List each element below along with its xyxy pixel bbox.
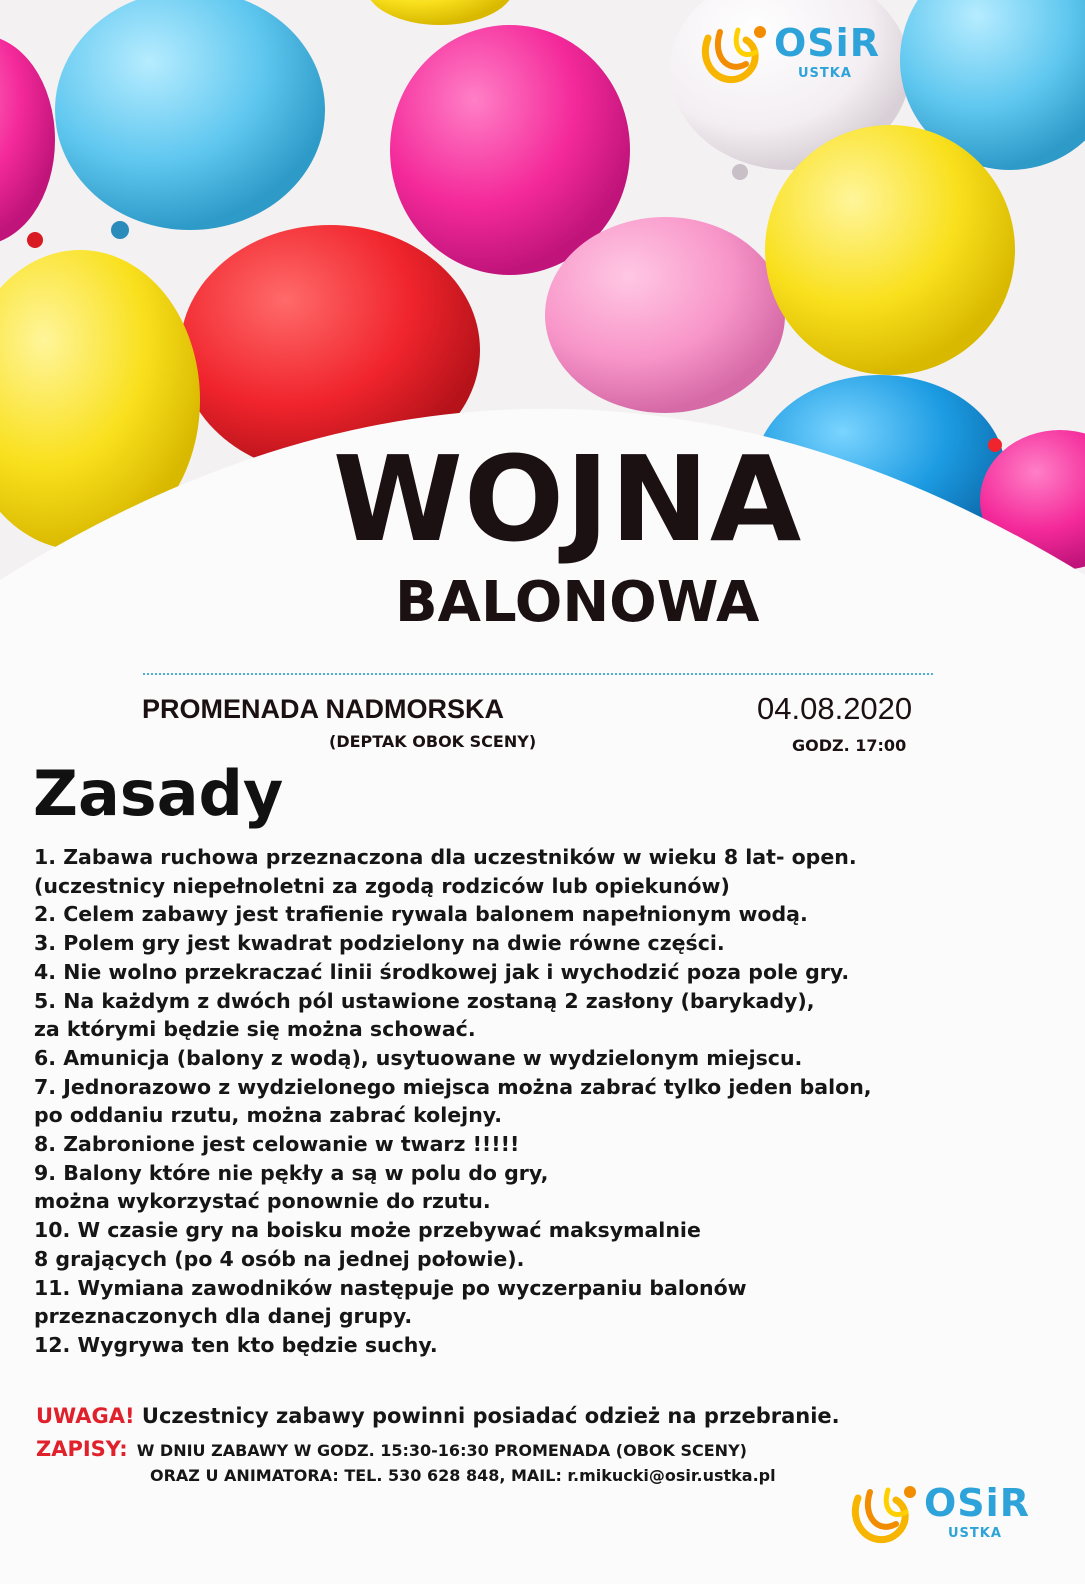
page-title: WOJNA (332, 430, 803, 568)
rule-line: 11. Wymiana zawodników następuje po wyczerpaniu balonów (34, 1275, 747, 1300)
osir-city: USTKA (948, 1526, 1002, 1541)
balloon-lightpink (545, 217, 785, 413)
osir-logo-top (698, 18, 888, 88)
signup-line-2: ORAZ U ANIMATORA: TEL. 530 628 848, MAIL: r.mikucki@osir.ustka.pl (150, 1466, 776, 1485)
dotted-divider (143, 673, 933, 675)
rule-line: 10. W czasie gry na boisku może przebywać maksymalnie (34, 1218, 701, 1243)
rule-line: przeznaczonych dla danej grupy. (34, 1304, 413, 1329)
osir-logo-bottom (848, 1478, 1038, 1548)
rule-line: (uczestnicy niepełnoletni za zgodą rodziców lub opiekunów) (34, 873, 730, 898)
rule-line: można wykorzystać ponownie do rzutu. (34, 1189, 491, 1214)
rule-line: 5. Na każdym z dwóch pól ustawione zostaną 2 zasłony (barykady), (34, 988, 815, 1013)
rule-line: 7. Jednorazowo z wydzielonego miejsca można zabrać tylko jeden balon, (34, 1074, 872, 1099)
rule-line: po oddaniu rzutu, można zabrać kolejny. (34, 1103, 503, 1128)
rule-line: 3. Polem gry jest kwadrat podzielony na dwie równe części. (34, 931, 725, 956)
rule-line: za którymi będzie się można schować. (34, 1017, 476, 1042)
osir-swirl-icon (848, 1478, 928, 1548)
rule-line: 2. Celem zabawy jest trafienie rywala balonem napełnionym wodą. (34, 902, 808, 927)
osir-wordmark: OSiR (924, 1481, 1030, 1525)
signup-label: ZAPISY: (36, 1437, 128, 1461)
event-location-detail: (DEPTAK OBOK SCENY) (329, 732, 537, 751)
rules-list (34, 843, 1034, 1360)
rule-line: 9. Balony które nie pękły a są w polu do gry, (34, 1160, 549, 1185)
rule-line: 6. Amunicja (balony z wodą), usytuowane w wydzielonym miejscu. (34, 1045, 803, 1070)
event-date: 04.08.2020 (757, 691, 913, 726)
warning-label: UWAGA! (36, 1404, 135, 1428)
rule-line: 1. Zabawa ruchowa przeznaczona dla uczestników w wieku 8 lat- open. (34, 845, 857, 869)
rule-line: 12. Wygrywa ten kto będzie suchy. (34, 1332, 438, 1357)
osir-swirl-icon (698, 18, 778, 88)
signup-line-1: W DNIU ZABAWY W GODZ. 15:30-16:30 PROMENADA (OBOK SCENY) (136, 1441, 747, 1460)
balloon-blue-top (55, 0, 325, 230)
signup-notice (36, 1437, 747, 1461)
warning-text: Uczestnicy zabawy powinni posiadać odzież na przebranie. (134, 1404, 840, 1428)
rule-line: 8 grających (po 4 osób na jednej połowie). (34, 1246, 525, 1271)
osir-city: USTKA (798, 66, 852, 81)
balloon-yellow-right (765, 125, 1015, 375)
page-subtitle: BALONOWA (395, 570, 760, 635)
rule-line: 4. Nie wolno przekraczać linii środkowej jak i wychodzić poza pole gry. (34, 959, 850, 984)
event-time: GODZ. 17:00 (792, 736, 907, 755)
osir-wordmark: OSiR (774, 21, 880, 65)
rule-line: 8. Zabronione jest celowanie w twarz !!!!! (34, 1132, 520, 1157)
event-location: PROMENADA NADMORSKA (142, 694, 504, 724)
rules-heading: Zasady (33, 757, 284, 830)
warning-notice (36, 1404, 840, 1428)
